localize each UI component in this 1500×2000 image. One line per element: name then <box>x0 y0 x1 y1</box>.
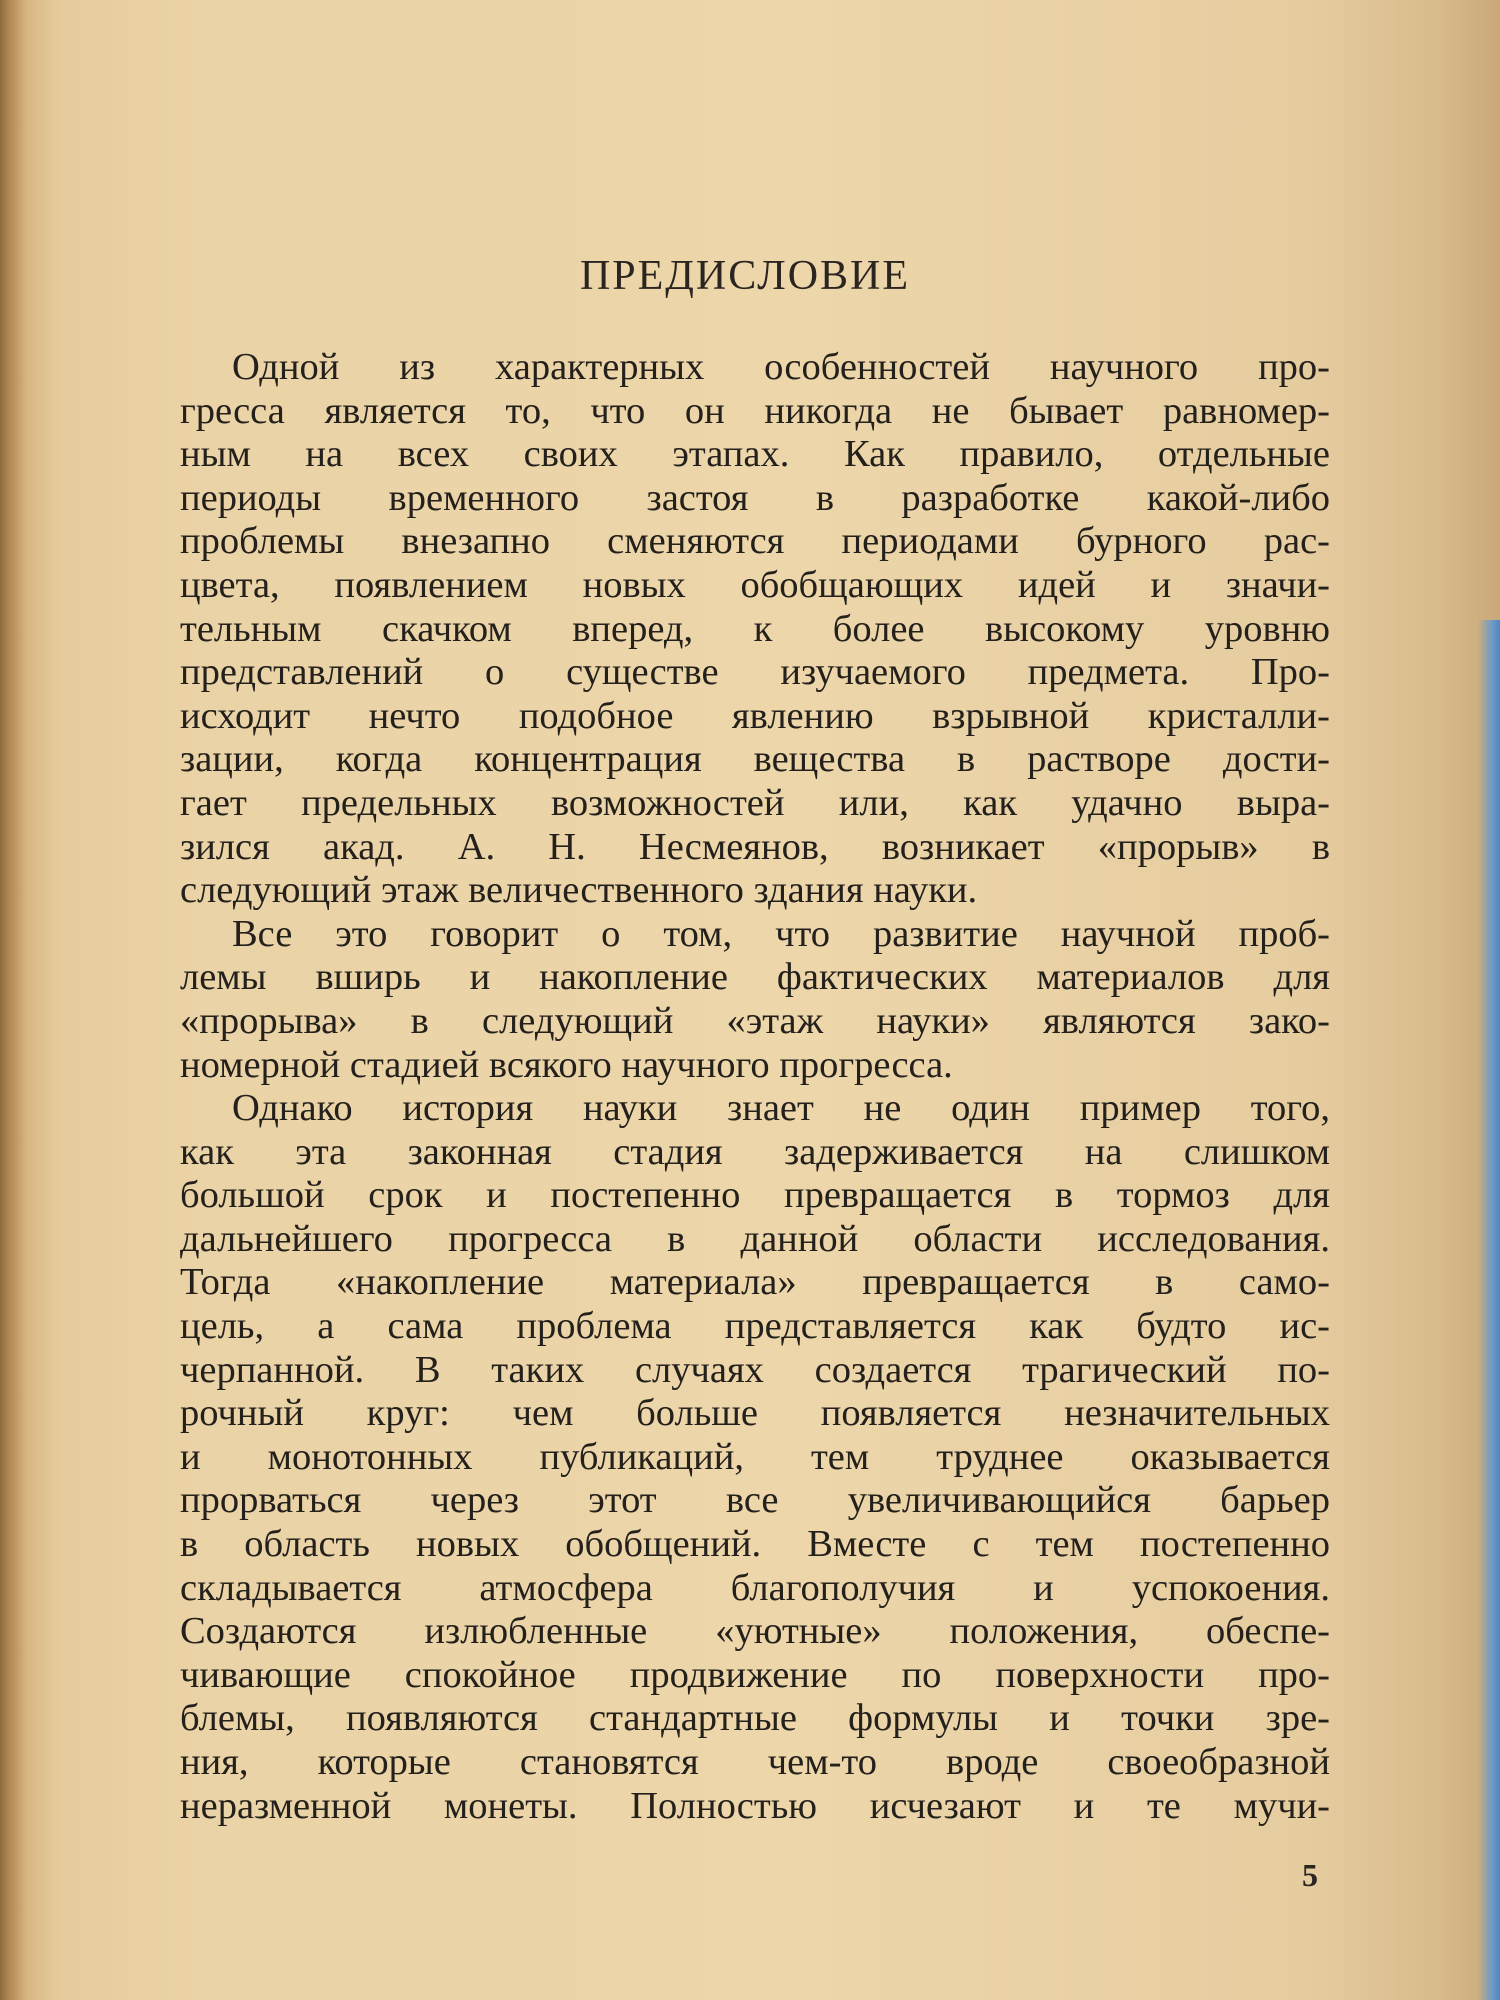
text-line: дальнейшего прогресса в данной области исследования. <box>180 1217 1330 1260</box>
background-edge <box>1478 620 1500 2000</box>
text-line: лемы вширь и накопление фактических материалов для <box>180 956 1330 999</box>
text-line: черпанной. В таких случаях создается трагический по- <box>180 1348 1330 1391</box>
text-line: проблемы внезапно сменяются периодами бурного рас- <box>180 520 1330 563</box>
text-line: как эта законная стадия задерживается на слишком <box>180 1130 1330 1173</box>
text-line: Однако история науки знает не один пример того, <box>232 1087 1330 1130</box>
text-line: неразменной монеты. Полностью исчезают и те мучи- <box>180 1784 1330 1827</box>
text-line: блемы, появляются стандартные формулы и точки зре- <box>180 1697 1330 1740</box>
text-line: представлений о существе изучаемого предмета. Про- <box>180 651 1330 694</box>
text-line: номерной стадией всякого научного прогресса. <box>180 1043 953 1086</box>
text-line: ным на всех своих этапах. Как правило, отдельные <box>180 433 1330 476</box>
text-line: гает предельных возможностей или, как удачно выра- <box>180 781 1330 824</box>
text-line: прорваться через этот все увеличивающийся барьер <box>180 1479 1330 1522</box>
text-line: чивающие спокойное продвижение по поверхности про- <box>180 1653 1330 1696</box>
page-binding-shadow <box>0 0 26 2000</box>
text-line: цвета, появлением новых обобщающих идей и значи- <box>180 563 1330 606</box>
body-text <box>180 346 1330 1828</box>
text-line: гресса является то, что он никогда не бывает равномер- <box>180 389 1330 432</box>
text-line: следующий этаж величественного здания науки. <box>180 869 978 912</box>
page-number: 5 <box>1302 1857 1318 1893</box>
text-line: зился акад. А. Н. Несмеянов, возникает «прорыв» в <box>180 825 1330 868</box>
text-line: в область новых обобщений. Вместе с тем постепенно <box>180 1523 1330 1566</box>
text-line: складывается атмосфера благополучия и успокоения. <box>180 1566 1330 1609</box>
text-line: ния, которые становятся чем-то вроде своеобразной <box>180 1741 1330 1783</box>
text-line: периоды временного застоя в разработке какой-либо <box>180 476 1330 519</box>
text-line: Все это говорит о том, что развитие научной проб- <box>232 912 1330 955</box>
text-line: «прорыва» в следующий «этаж науки» являются зако- <box>180 999 1330 1042</box>
text-line: Создаются излюбленные «уютные» положения, обеспе- <box>180 1610 1330 1653</box>
text-line: тельным скачком вперед, к более высокому уровню <box>180 607 1330 650</box>
text-line: большой срок и постепенно превращается в тормоз для <box>180 1174 1330 1217</box>
text-line: исходит нечто подобное явлению взрывной кристалли- <box>180 694 1330 737</box>
text-line: Тогда «накопление материала» превращается в само- <box>180 1261 1330 1304</box>
text-line: цель, а сама проблема представляется как будто ис- <box>180 1305 1330 1348</box>
text-line: Одной из характерных особенностей научного про- <box>232 346 1330 388</box>
text-line: зации, когда концентрация вещества в растворе дости- <box>180 738 1330 781</box>
page-title: ПРЕДИСЛОВИЕ <box>579 253 911 299</box>
text-line: и монотонных публикаций, тем труднее оказывается <box>180 1435 1330 1478</box>
text-line: рочный круг: чем больше появляется незначительных <box>180 1392 1330 1435</box>
